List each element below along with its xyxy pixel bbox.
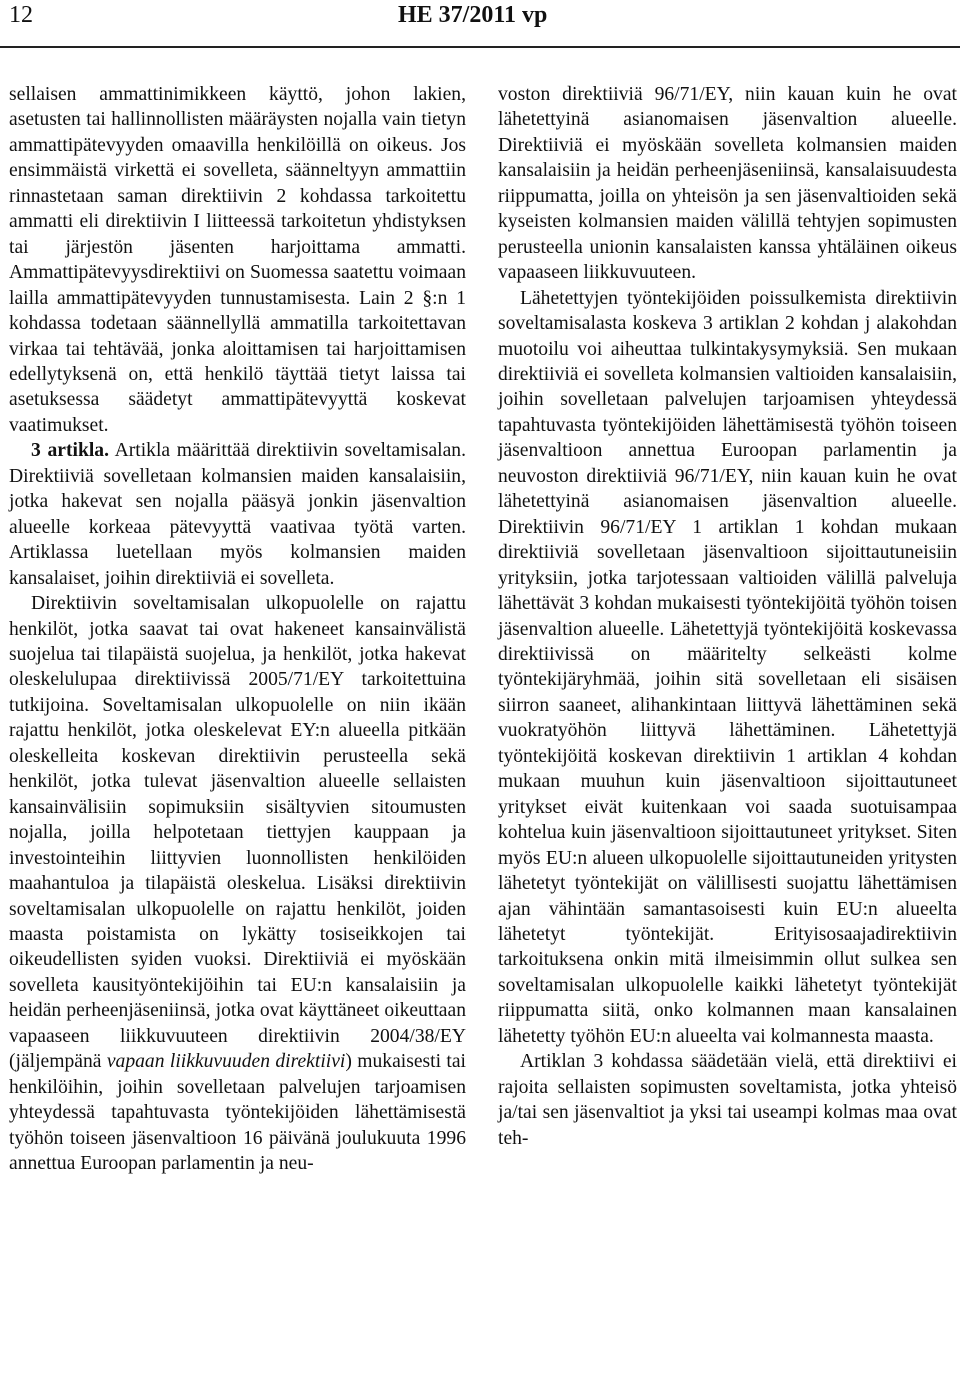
header-rule [0,46,960,48]
paragraph: Lähetettyjen työntekijöiden poissulkemista direktiivin soveltamisalasta koskeva 3 artiklan 2 kohdan j alakohdan muotoilu voi aiheuttaa tulkintakysymyksiä. Sen mukaan direktiiviä ei sovelleta kolmansien valtioiden kansalaisiin, joihin sovelletaan palvelujen tarjoamisen yhteydessä tapahtuvasta työntekijöiden lähettämisestä työhön toiseen jäsenvaltioon annettua Euroopan parlamentin ja neuvoston direktiiviä 96/71/EY, niin kauan kuin he ovat lähetettyinä asianomaisen jäsenvaltion alueelle. Direktiivin 96/71/EY 1 artiklan 1 kohdan mukaan direktiiviä sovelletaan jäsenvaltioon sijoittautuneisiin yrityksiin, jotka tarjotessaan valtioiden välillä palveluja lähettävät 3 kohdan mukaisesti työntekijöitä työhön toisen jäsenvaltion alueelle. Lähetettyjä työntekijöitä koskevassa direktiivissä on määritelty selkeästi kolme työntekijäryhmää, joihin sitä sovelletaan eli sisäisen siirron saaneet, alihankintaan liittyvä lähettäminen sekä vuokratyöhön liittyvä lähettäminen. Lähetettyjä työntekijöitä koskevan direktiivin 1 artiklan 4 kohdan mukaan muuhun kuin jäsenvaltioon sijoittautuneet yritykset eivät kuitenkaan voi saada suotuisampaa kohtelua kuin jäsenvaltioon sijoittautuneet yritykset. Siten myös EU:n alueen ulkopuolelle sijoittautuneiden yritysten lähetetyt työntekijät on välillisesti suojattu lähettämisen ajan vähintään samantasoisesti kuin EU:n alueelta lähetetyt työntekijät. Erityisosaajadirektiivin tarkoituksena onkin mitä ilmeisimmin ollut sulkea sen soveltamisalan ulkopuolelle kaikki lähetetyt työntekijät riippumatta siitä, onko kolmannen maan kansalainen lähetetty työhön EU:n alueelta vai kolmannesta maasta. [498,287,957,1047]
italic-term: vapaan liikkuvuuden direktiivi [106,1051,346,1073]
paragraph [9,591,466,1176]
paragraph-text: Direktiivin soveltamisalan ulkopuolelle on rajattu henkilöt, jotka saavat tai ovat hakeneet kansainvälistä suojelua tai tilapäistä suojelua, ja henkilöt, jotka hakevat oleskelulupaa direktiivissä 2005/71/EY tarkoitettuina tutkijoina. Soveltamisalan ulkopuolelle on niin ikään rajattu henkilöt, jotka oleskelevat EY:n alueella pitkään oleskelleita koskevan direktiivin perusteella sekä henkilöt, jotka tulevat jäsenvaltion alueelle sellaisten kansainvälisiin sopimuksiin sisältyvien sitoumusten nojalla, joilla helpotetaan tiettyjen kauppaan ja investointeihin liittyvien luonnollisten henkilöiden maahantuloa ja tilapäistä oleskelua. Lisäksi direktiivin soveltamisalan ulkopuolelle on rajattu henkilöt, joiden maasta poistamista on lykätty tosiseikkojen tai oikeudellisten syiden vuoksi. Direktiiviä ei myöskään sovelleta kausityöntekijöihin tai EU:n kansalaisiin ja heidän perheenjäseniinsä, jotka ovat käyttäneet oikeuttaan vapaaseen liikkuvuuteen direktiivin 2004/38/EY (jäljempänä [9,593,466,1073]
page-number: 12 [9,2,33,28]
left-column [9,82,466,1176]
paragraph [9,438,466,591]
document-identifier: HE 37/2011 vp [398,2,548,28]
paragraph-text: Artikla määrittää direktiivin soveltamisalan. Direktiiviä sovelletaan kolmansien maiden kansalaisiin, jotka hakevat sen nojalla pääsyä jonkin jäsenvaltion alueelle korkeaa pätevyyttä vaativaa työtä varten. Artiklassa luetellaan myös kolmansien maiden kansalaiset, joihin direktiiviä ei sovelleta. [9,440,466,589]
paragraph: Artiklan 3 kohdassa säädetään vielä, että direktiivi ei rajoita sellaisten sopimusten soveltamista, jotka yhteisö ja/tai sen jäsenvaltiot ja yksi tai useampi kolmas maa ovat teh- [498,1051,957,1149]
paragraph: voston direktiiviä 96/71/EY, niin kauan kuin he ovat lähetettyinä asianomaisen jäsenvaltion alueelle. Direktiiviä ei myöskään sovelleta kolmansien maiden kansalaisiin ja heidän perheenjäseniinsä, kansalaisuudesta riippumatta, joilla on yhteisön ja sen jäsenvaltioiden sekä kyseisten kolmansien maiden välillä tehtyjen sopimusten perusteella unionin kansalaisten kanssa yhtäläinen oikeus vapaaseen liikkuvuuteen. [498,84,957,284]
article-heading: 3 artikla. [31,440,109,462]
right-column [498,82,957,1151]
paragraph-text: ) mukaisesti tai henkilöihin, joihin sovelletaan palvelujen tarjoamisen yhteydessä tapahtuvasta työntekijöiden lähettämisestä työhön toiseen jäsenvaltioon 16 päivänä joulukuuta 1996 annettua Euroopan parlamentin ja neu- [9,1051,466,1175]
paragraph: sellaisen ammattinimikkeen käyttö, johon lakien, asetusten tai hallinnollisten määräysten nojalla vain tietyn ammattipätevyyden omaavilla henkilöillä on oikeus. Jos ensimmäistä virkettä ei sovelleta, säänneltyyn ammattiin rinnastetaan saman direktiivin 2 kohdassa tarkoitettu ammatti eli direktiivin I liitteessä tarkoitetun yhdistyksen tai järjestön jäsenten harjoittama ammatti. Ammattipätevyysdirektiivi on Suomessa saatettu voimaan lailla ammattipätevyyden tunnustamisesta. Lain 2 §:n 1 kohdassa todetaan säännellyllä ammatilla tarkoitettavan virkaa tai tehtävää, jonka aloittamisen tai harjoittamisen edellytyksenä on, että henkilö täyttää tietyt laissa tai asetuksessa säädetyt ammattipätevyyttä koskevat vaatimukset. [9,84,466,436]
